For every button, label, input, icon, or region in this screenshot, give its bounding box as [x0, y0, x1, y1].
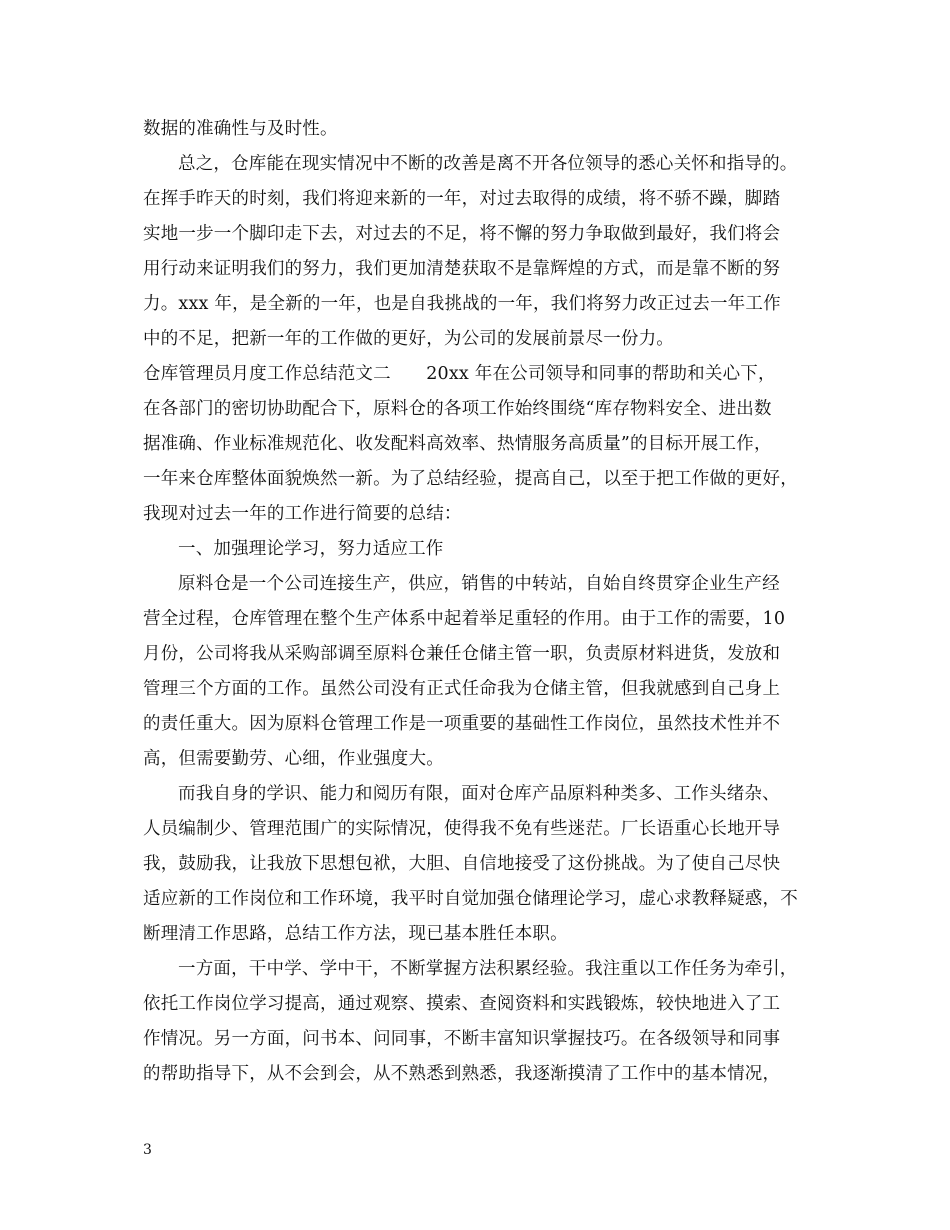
text-line: 一方面，干中学、学中干，不断掌握方法积累经验。我注重以工作任务为牵引，	[178, 959, 798, 979]
text-line: 据准确、作业标准规范化、收发配料高效率、热情服务高质量”的目标开展工作，	[143, 434, 772, 454]
text-line: 原料仓是一个公司连接生产，供应，销售的中转站，自始自终贯穿企业生产经	[178, 574, 780, 594]
text-line: 作情况。另一方面，问书本、问同事，不断丰富知识掌握技巧。在各级领导和同事	[143, 1029, 781, 1049]
text-line: 高，但需要勤劳、心细，作业强度大。	[143, 749, 444, 769]
text-line: 营全过程，仓库管理在整个生产体系中起着举足重轻的作用。由于工作的需要，10	[143, 609, 786, 629]
text-line: 而我自身的学识、能力和阅历有限，面对仓库产品原料种类多、工作头绪杂、	[178, 784, 780, 804]
text-line: 的帮助指导下，从不会到会，从不熟悉到熟悉，我逐渐摸清了工作中的基本情况，	[143, 1064, 781, 1084]
text-line: 数据的准确性与及时性。	[143, 119, 338, 139]
section-heading: 一、加强理论学习，努力适应工作	[178, 539, 444, 559]
text-line: 我，鼓励我，让我放下思想包袱，大胆、自信地接受了这份挑战。为了使自己尽快	[143, 854, 781, 874]
text-line: 的责任重大。因为原料仓管理工作是一项重要的基础性工作岗位，虽然技术性并不	[143, 714, 781, 734]
text-line: 在挥手昨天的时刻，我们将迎来新的一年，对过去取得的成绩，将不骄不躁，脚踏	[143, 189, 781, 209]
text-line: 仓库管理员月度工作总结范文二 20xx 年在公司领导和同事的帮助和关心下，	[143, 364, 776, 384]
page-number: 3	[143, 1142, 152, 1158]
text-line: 断理清工作思路，总结工作方法，现已基本胜任本职。	[143, 924, 568, 944]
text-line: 在各部门的密切协助配合下，原料仓的各项工作始终围绕“库存物料安全、进出数	[143, 399, 772, 419]
text-line: 总之，仓库能在现实情况中不断的改善是离不开各位领导的悉心关怀和指导的。	[178, 154, 798, 174]
text-line: 一年来仓库整体面貌焕然一新。为了总结经验，提高自己，以至于把工作做的更好，	[143, 469, 798, 489]
text-line: 依托工作岗位学习提高，通过观察、摸索、查阅资料和实践锻炼，较快地进入了工	[143, 994, 781, 1014]
text-line: 适应新的工作岗位和工作环境，我平时自觉加强仓储理论学习，虚心求教释疑惑，不	[143, 889, 798, 909]
text-line: 力。xxx 年，是全新的一年，也是自我挑战的一年，我们将努力改正过去一年工作	[143, 294, 781, 314]
text-line: 实地一步一个脚印走下去，对过去的不足，将不懈的努力争取做到最好，我们将会	[143, 224, 781, 244]
text-line: 月份，公司将我从采购部调至原料仓兼任仓储主管一职，负责原材料进货，发放和	[143, 644, 781, 664]
text-line: 用行动来证明我们的努力，我们更加清楚获取不是靠辉煌的方式，而是靠不断的努	[143, 259, 781, 279]
text-line: 人员编制少、管理范围广的实际情况，使得我不免有些迷茫。厂长语重心长地开导	[143, 819, 781, 839]
text-line: 中的不足，把新一年的工作做的更好，为公司的发展前景尽一份力。	[143, 329, 674, 349]
text-line: 我现对过去一年的工作进行简要的总结：	[143, 504, 462, 524]
text-line: 管理三个方面的工作。虽然公司没有正式任命我为仓储主管，但我就感到自己身上	[143, 679, 781, 699]
